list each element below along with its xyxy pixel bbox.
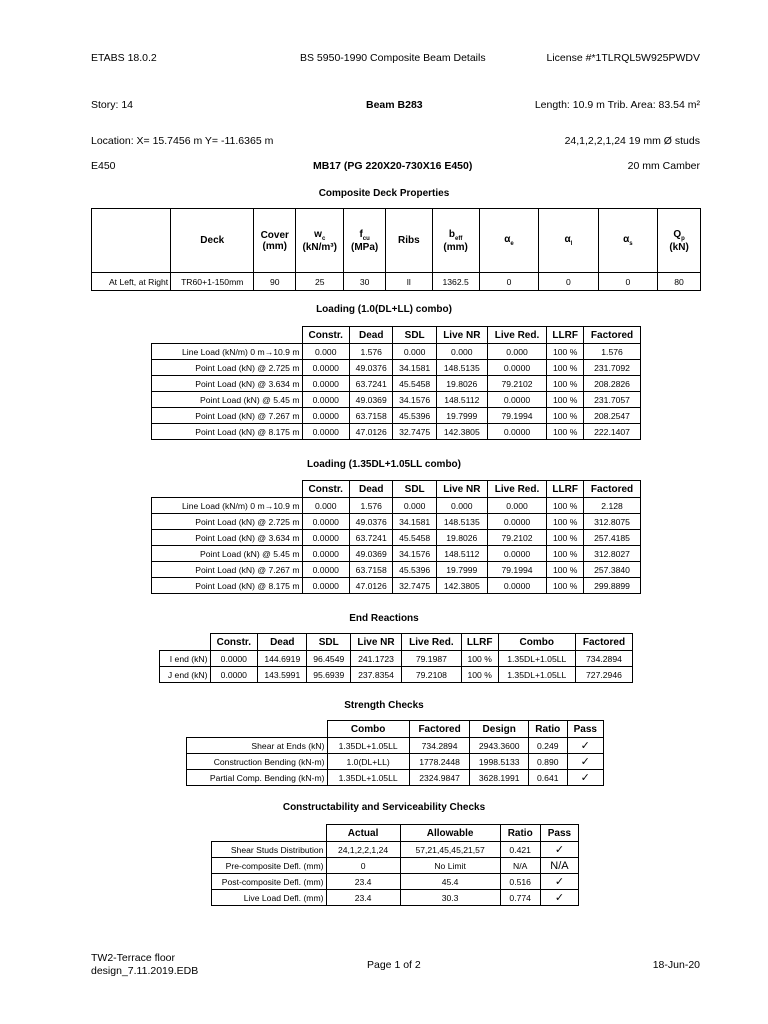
- loading1-col: LLRF: [547, 327, 584, 344]
- strength-cell: 0.890: [529, 754, 568, 770]
- reactions-blank-header: [160, 634, 211, 651]
- deck-cell: 30: [344, 273, 386, 291]
- loading2-col: Live NR: [436, 481, 487, 498]
- deck-col-as: [598, 209, 658, 273]
- grade-label: E450: [91, 160, 116, 172]
- reactions-cell: 100 %: [461, 667, 498, 683]
- deck-cell: TR60+1-150mm: [171, 273, 254, 291]
- loading1-cell: 100 %: [547, 360, 584, 376]
- deck-cell: 0: [539, 273, 598, 291]
- footer-file-line2: design_7.11.2019.EDB: [91, 965, 199, 977]
- loading1-cell: 222.1407: [584, 424, 641, 440]
- loading1-cell: 49.0369: [350, 392, 393, 408]
- service-row-label: Post-composite Defl. (mm): [212, 874, 327, 890]
- footer-file-line1: TW2-Terrace floor: [91, 952, 176, 964]
- deck-header-row: [92, 209, 701, 273]
- footer-date: 18-Jun-20: [652, 959, 700, 971]
- loading2-cell: 79.2102: [487, 530, 547, 546]
- loading1-cell: 0.0000: [302, 360, 350, 376]
- service-cell: 0.421: [500, 842, 540, 858]
- loading1-cell: 142.3805: [436, 424, 487, 440]
- loading1-row: [152, 424, 641, 440]
- loading1-row: [152, 408, 641, 424]
- loading2-cell: 312.8075: [584, 514, 641, 530]
- strength-row-label: Shear at Ends (kN): [187, 738, 328, 754]
- loading2-row: [152, 546, 641, 562]
- deck-cell: 25: [296, 273, 344, 291]
- reactions-cell: 1.35DL+1.05LL: [498, 651, 575, 667]
- service-cell: 0.516: [500, 874, 540, 890]
- loading2-title: Loading (1.35DL+1.05LL combo): [306, 459, 461, 470]
- loading2-cell: 100 %: [547, 546, 584, 562]
- strength-cell: 1.35DL+1.05LL: [327, 738, 409, 754]
- qp-label: Q: [673, 228, 682, 240]
- deck-cell: 0: [598, 273, 658, 291]
- reactions-col: Combo: [498, 634, 575, 651]
- loading2-row-label: Point Load (kN) @ 5.45 m: [152, 546, 303, 562]
- loading2-row-label: Point Load (kN) @ 2.725 m: [152, 514, 303, 530]
- service-cell: 23.4: [326, 890, 400, 906]
- loading2-cell: 45.5396: [393, 562, 436, 578]
- strength-cell: 734.2894: [409, 738, 470, 754]
- reactions-row-label: J end (kN): [160, 667, 211, 683]
- license-number: License #*1TLRQL5W925PWDV: [546, 52, 700, 64]
- strength-col: Combo: [327, 721, 409, 738]
- loading1-cell: 100 %: [547, 408, 584, 424]
- loading1-cell: 34.1581: [393, 360, 436, 376]
- loading2-cell: 63.7158: [350, 562, 393, 578]
- loading1-cell: 100 %: [547, 376, 584, 392]
- loading2-cell: 47.0126: [350, 578, 393, 594]
- reactions-row: [160, 667, 633, 683]
- strength-table: [186, 720, 604, 786]
- loading1-cell: 208.2826: [584, 376, 641, 392]
- loading1-header-row: [152, 327, 641, 344]
- reactions-cell: 144.6919: [258, 651, 307, 667]
- loading2-cell: 0.0000: [302, 578, 350, 594]
- loading1-cell: 45.5458: [393, 376, 436, 392]
- deck-cell: 80: [658, 273, 701, 291]
- loading2-row-label: Point Load (kN) @ 7.267 m: [152, 562, 303, 578]
- service-row-label: Live Load Defl. (mm): [212, 890, 327, 906]
- loading1-cell: 231.7057: [584, 392, 641, 408]
- story-label: Story: 14: [91, 99, 134, 111]
- loading1-cell: 0.000: [487, 344, 547, 360]
- loading1-cell: 63.7241: [350, 376, 393, 392]
- beff-label: b: [448, 228, 456, 240]
- loading2-cell: 0.0000: [302, 546, 350, 562]
- strength-cell: 2324.9847: [409, 770, 470, 786]
- loading2-cell: 257.3840: [584, 562, 641, 578]
- service-row: [212, 890, 579, 906]
- service-col: Pass: [540, 825, 578, 842]
- loading1-cell: 45.5396: [393, 408, 436, 424]
- service-cell: 0.774: [500, 890, 540, 906]
- beff-sub: eff: [455, 235, 463, 242]
- loading1-cell: 79.1994: [487, 408, 547, 424]
- deck-col-wc: [296, 209, 344, 273]
- strength-cell: 1.35DL+1.05LL: [327, 770, 409, 786]
- pass-mark: ✓: [567, 770, 603, 786]
- service-blank-header: [212, 825, 327, 842]
- pass-mark: N/A: [540, 858, 578, 874]
- loading1-cell: 0.0000: [302, 392, 350, 408]
- loading1-cell: 208.2547: [584, 408, 641, 424]
- loading2-cell: 312.8027: [584, 546, 641, 562]
- loading1-cell: 0.0000: [302, 408, 350, 424]
- wc-unit: (kN/m³): [302, 241, 337, 253]
- strength-cell: 1778.2448: [409, 754, 470, 770]
- strength-blank-header: [187, 721, 328, 738]
- loading2-row-label: Point Load (kN) @ 3.634 m: [152, 530, 303, 546]
- service-col: Actual: [326, 825, 400, 842]
- fcu-label: f: [359, 228, 363, 240]
- loading1-col: SDL: [393, 327, 436, 344]
- loading1-cell: 0.0000: [487, 424, 547, 440]
- reactions-col: Live Red.: [402, 634, 462, 651]
- loading2-col: Live Red.: [487, 481, 547, 498]
- service-row-label: Shear Studs Distribution: [212, 842, 327, 858]
- loading1-col: Dead: [350, 327, 393, 344]
- strength-cell: 2943.3600: [470, 738, 529, 754]
- service-cell: 30.3: [400, 890, 500, 906]
- camber-label: 20 mm Camber: [627, 160, 700, 172]
- loading2-cell: 19.8026: [436, 530, 487, 546]
- reactions-cell: 241.1723: [351, 651, 402, 667]
- loading1-col: Constr.: [302, 327, 350, 344]
- loading2-cell: 100 %: [547, 498, 584, 514]
- loading1-cell: 63.7158: [350, 408, 393, 424]
- loading2-row: [152, 578, 641, 594]
- strength-cell: 0.249: [529, 738, 568, 754]
- location-label: Location: X= 15.7456 m Y= -11.6365 m: [91, 135, 274, 147]
- service-cell: 57,21,45,45,21,57: [400, 842, 500, 858]
- fcu-unit: (MPa): [351, 241, 379, 253]
- loading2-cell: 0.0000: [487, 578, 547, 594]
- loading2-cell: 0.0000: [302, 530, 350, 546]
- wc-label: w: [314, 228, 322, 240]
- wc-sub: c: [321, 235, 326, 242]
- loading1-col: Live Red.: [487, 327, 547, 344]
- loading2-cell: 34.1581: [393, 514, 436, 530]
- pass-mark: ✓: [540, 874, 578, 890]
- loading2-cell: 45.5458: [393, 530, 436, 546]
- deck-title: Composite Deck Properties: [318, 188, 450, 199]
- loading1-cell: 19.8026: [436, 376, 487, 392]
- loading2-cell: 0.0000: [302, 514, 350, 530]
- loading2-row-label: Line Load (kN/m) 0 m→10.9 m: [152, 498, 303, 514]
- loading2-cell: 19.7999: [436, 562, 487, 578]
- report-title: BS 5950-1990 Composite Beam Details: [300, 52, 486, 64]
- qp-unit: (kN): [669, 241, 689, 253]
- loading2-cell: 1.576: [350, 498, 393, 514]
- loading2-cell: 0.0000: [487, 546, 547, 562]
- deck-cell: 90: [254, 273, 296, 291]
- service-col: Allowable: [400, 825, 500, 842]
- service-table: [211, 824, 579, 906]
- loading2-blank-header: [152, 481, 303, 498]
- reactions-title: End Reactions: [349, 613, 419, 624]
- pass-mark: ✓: [567, 738, 603, 754]
- cover-label: Cover: [260, 229, 289, 241]
- pass-mark: ✓: [540, 842, 578, 858]
- loading1-row-label: Point Load (kN) @ 5.45 m: [152, 392, 303, 408]
- service-title: Constructability and Serviceability Checks: [282, 802, 486, 813]
- reactions-cell: 727.2946: [575, 667, 632, 683]
- loading1-row: [152, 376, 641, 392]
- service-row: [212, 874, 579, 890]
- reactions-cell: 143.5991: [258, 667, 307, 683]
- loading1-cell: 0.0000: [487, 392, 547, 408]
- service-cell: 45.4: [400, 874, 500, 890]
- service-row: [212, 842, 579, 858]
- loading2-header-row: [152, 481, 641, 498]
- strength-title: Strength Checks: [344, 700, 424, 711]
- loading2-cell: 0.000: [302, 498, 350, 514]
- loading1-cell: 0.000: [436, 344, 487, 360]
- reactions-cell: 100 %: [461, 651, 498, 667]
- loading2-cell: 148.5112: [436, 546, 487, 562]
- loading2-row: [152, 530, 641, 546]
- reactions-cell: 734.2894: [575, 651, 632, 667]
- service-cell: 0: [326, 858, 400, 874]
- loading1-cell: 100 %: [547, 392, 584, 408]
- loading2-cell: 0.000: [393, 498, 436, 514]
- loading2-cell: 257.4185: [584, 530, 641, 546]
- loading2-row: [152, 498, 641, 514]
- loading1-cell: 79.2102: [487, 376, 547, 392]
- al-label: α: [564, 234, 571, 245]
- loading1-row-label: Point Load (kN) @ 7.267 m: [152, 408, 303, 424]
- strength-cell: 1998.5133: [470, 754, 529, 770]
- reactions-col: Dead: [258, 634, 307, 651]
- studs-label: 24,1,2,2,1,24 19 mm Ø studs: [564, 135, 700, 147]
- loading2-cell: 34.1576: [393, 546, 436, 562]
- loading1-cell: 231.7092: [584, 360, 641, 376]
- page-number: Page 1 of 2: [367, 959, 421, 971]
- reactions-cell: 95.6939: [307, 667, 351, 683]
- loading1-cell: 100 %: [547, 344, 584, 360]
- loading1-cell: 148.5112: [436, 392, 487, 408]
- loading1-cell: 1.576: [584, 344, 641, 360]
- loading2-cell: 2.128: [584, 498, 641, 514]
- service-cell: 23.4: [326, 874, 400, 890]
- strength-col: Factored: [409, 721, 470, 738]
- service-row-label: Pre-composite Defl. (mm): [212, 858, 327, 874]
- loading1-cell: 1.576: [350, 344, 393, 360]
- service-header-row: [212, 825, 579, 842]
- strength-cell: 0.641: [529, 770, 568, 786]
- loading1-cell: 32.7475: [393, 424, 436, 440]
- qp-sub: p: [681, 235, 685, 242]
- reactions-col: LLRF: [461, 634, 498, 651]
- pass-mark: ✓: [567, 754, 603, 770]
- loading1-cell: 19.7999: [436, 408, 487, 424]
- loading2-row: [152, 514, 641, 530]
- ae-label: α: [504, 234, 511, 245]
- service-cell: 24,1,2,2,1,24: [326, 842, 400, 858]
- loading2-cell: 0.000: [436, 498, 487, 514]
- reactions-cell: 237.8354: [351, 667, 402, 683]
- loading2-cell: 148.5135: [436, 514, 487, 530]
- program-name: ETABS 18.0.2: [91, 52, 157, 64]
- ae-sub: e: [510, 241, 514, 247]
- loading2-col: Factored: [584, 481, 641, 498]
- strength-header-row: [187, 721, 604, 738]
- loading2-cell: 0.000: [487, 498, 547, 514]
- loading1-col: Live NR: [436, 327, 487, 344]
- loading2-cell: 63.7241: [350, 530, 393, 546]
- loading2-cell: 100 %: [547, 562, 584, 578]
- deck-col-beff: [432, 209, 479, 273]
- loading1-row-label: Point Load (kN) @ 3.634 m: [152, 376, 303, 392]
- loading2-cell: 100 %: [547, 530, 584, 546]
- loading2-row: [152, 562, 641, 578]
- loading1-cell: 100 %: [547, 424, 584, 440]
- loading1-cell: 148.5135: [436, 360, 487, 376]
- fcu-sub: cu: [362, 235, 370, 242]
- deck-col-ribs: Ribs: [386, 209, 433, 273]
- deck-col-al: [539, 209, 598, 273]
- loading1-row: [152, 344, 641, 360]
- footer-file: [91, 952, 198, 978]
- service-cell: N/A: [500, 858, 540, 874]
- strength-cell: 1.0(DL+LL): [327, 754, 409, 770]
- loading1-row-label: Point Load (kN) @ 2.725 m: [152, 360, 303, 376]
- loading1-cell: 0.0000: [302, 424, 350, 440]
- length-label: Length: 10.9 m Trib. Area: 83.54 m²: [534, 99, 700, 111]
- reactions-cell: 0.0000: [210, 651, 258, 667]
- service-col: Ratio: [500, 825, 540, 842]
- beam-label: Beam B283: [366, 99, 423, 111]
- reactions-cell: 79.1987: [402, 651, 462, 667]
- reactions-cell: 1.35DL+1.05LL: [498, 667, 575, 683]
- loading1-blank-header: [152, 327, 303, 344]
- section-label: MB17 (PG 220X20-730X16 E450): [313, 160, 473, 172]
- reactions-col: Factored: [575, 634, 632, 651]
- loading1-cell: 0.000: [393, 344, 436, 360]
- loading1-cell: 34.1576: [393, 392, 436, 408]
- deck-table: [91, 208, 701, 291]
- loading1-row-label: Point Load (kN) @ 8.175 m: [152, 424, 303, 440]
- cover-unit: (mm): [262, 240, 287, 252]
- loading1-row: [152, 360, 641, 376]
- deck-col-fcu: [344, 209, 386, 273]
- loading2-col: SDL: [393, 481, 436, 498]
- deck-col-cover: [254, 209, 296, 273]
- loading1-cell: 0.000: [302, 344, 350, 360]
- deck-cell: 0: [479, 273, 539, 291]
- loading2-cell: 32.7475: [393, 578, 436, 594]
- strength-cell: 3628.1991: [470, 770, 529, 786]
- strength-row-label: Partial Comp. Bending (kN-m): [187, 770, 328, 786]
- loading2-cell: 0.0000: [487, 514, 547, 530]
- strength-col: Pass: [567, 721, 603, 738]
- loading2-cell: 49.0369: [350, 546, 393, 562]
- strength-col: Design: [470, 721, 529, 738]
- deck-data-row: [92, 273, 701, 291]
- loading2-table: [151, 480, 641, 594]
- strength-row: [187, 754, 604, 770]
- loading1-row: [152, 392, 641, 408]
- reactions-table: [159, 633, 633, 683]
- loading2-row-label: Point Load (kN) @ 8.175 m: [152, 578, 303, 594]
- loading1-row-label: Line Load (kN/m) 0 m→10.9 m: [152, 344, 303, 360]
- loading2-cell: 142.3805: [436, 578, 487, 594]
- loading2-cell: 79.1994: [487, 562, 547, 578]
- service-cell: No Limit: [400, 858, 500, 874]
- reactions-cell: 79.2108: [402, 667, 462, 683]
- pass-mark: ✓: [540, 890, 578, 906]
- loading1-cell: 0.0000: [302, 376, 350, 392]
- reactions-row: [160, 651, 633, 667]
- loading1-cell: 47.0126: [350, 424, 393, 440]
- loading2-col: LLRF: [547, 481, 584, 498]
- deck-cell: At Left, at Right: [92, 273, 171, 291]
- strength-col: Ratio: [529, 721, 568, 738]
- al-sub: l: [570, 241, 573, 247]
- reactions-col: Live NR: [351, 634, 402, 651]
- loading1-cell: 49.0376: [350, 360, 393, 376]
- strength-row: [187, 738, 604, 754]
- reactions-row-label: I end (kN): [160, 651, 211, 667]
- deck-col-deck: Deck: [171, 209, 254, 273]
- reactions-header-row: [160, 634, 633, 651]
- deck-cell: 1362.5: [432, 273, 479, 291]
- strength-row: [187, 770, 604, 786]
- loading2-col: Dead: [350, 481, 393, 498]
- deck-blank-header: [92, 209, 171, 273]
- loading2-cell: 299.8899: [584, 578, 641, 594]
- loading1-table: [151, 326, 641, 440]
- loading2-cell: 100 %: [547, 578, 584, 594]
- reactions-cell: 0.0000: [210, 667, 258, 683]
- loading2-cell: 100 %: [547, 514, 584, 530]
- loading2-cell: 0.0000: [302, 562, 350, 578]
- as-label: α: [623, 234, 630, 245]
- loading1-cell: 0.0000: [487, 360, 547, 376]
- beff-unit: (mm): [443, 241, 468, 253]
- strength-row-label: Construction Bending (kN-m): [187, 754, 328, 770]
- as-sub: s: [629, 241, 633, 247]
- loading1-col: Factored: [584, 327, 641, 344]
- deck-cell: ll: [386, 273, 433, 291]
- loading1-title: Loading (1.0(DL+LL) combo): [316, 304, 452, 315]
- service-row: [212, 858, 579, 874]
- deck-col-qp: [658, 209, 701, 273]
- reactions-cell: 96.4549: [307, 651, 351, 667]
- loading2-cell: 49.0376: [350, 514, 393, 530]
- reactions-col: SDL: [307, 634, 351, 651]
- loading2-col: Constr.: [302, 481, 350, 498]
- deck-col-ae: [479, 209, 539, 273]
- reactions-col: Constr.: [210, 634, 258, 651]
